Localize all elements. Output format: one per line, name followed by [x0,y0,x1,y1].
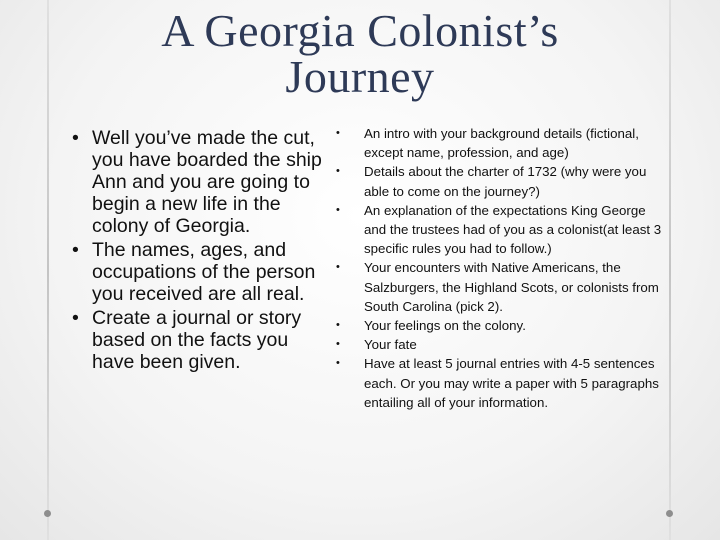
right-bullet-list [333,124,663,412]
left-frame-dot [44,510,51,517]
left-bullet-list [28,127,328,375]
list-item: • Well you’ve made the cut, you have boarded the ship Ann and you are going to begin a new life in the colony of Georgia. [28,127,328,237]
list-item: • Your feelings on the colony. [333,316,663,335]
list-item: • An explanation of the expectations King George and the trustees had of you as a colonist(at least 3 specific rules you had to follow.) [333,201,663,259]
list-item: • Have at least 5 journal entries with 4-5 sentences each. Or you may write a paper with 5 paragraphs entailing all of your information. [333,354,663,412]
slide-title: A Georgia Colonist’s Journey [161,5,559,102]
list-item: • Create a journal or story based on the facts you have been given. [28,307,328,373]
right-frame-line [669,0,671,540]
list-item: • Details about the charter of 1732 (why were you able to come on the journey?) [333,162,663,200]
list-item: • The names, ages, and occupations of the person you received are all real. [28,239,328,305]
list-item: • An intro with your background details (fictional, except name, profession, and age) [333,124,663,162]
right-frame-dot [666,510,673,517]
list-item: • Your fate [333,335,663,354]
list-item: • Your encounters with Native Americans, the Salzburgers, the Highland Scots, or colonists from South Carolina (pick 2). [333,258,663,316]
